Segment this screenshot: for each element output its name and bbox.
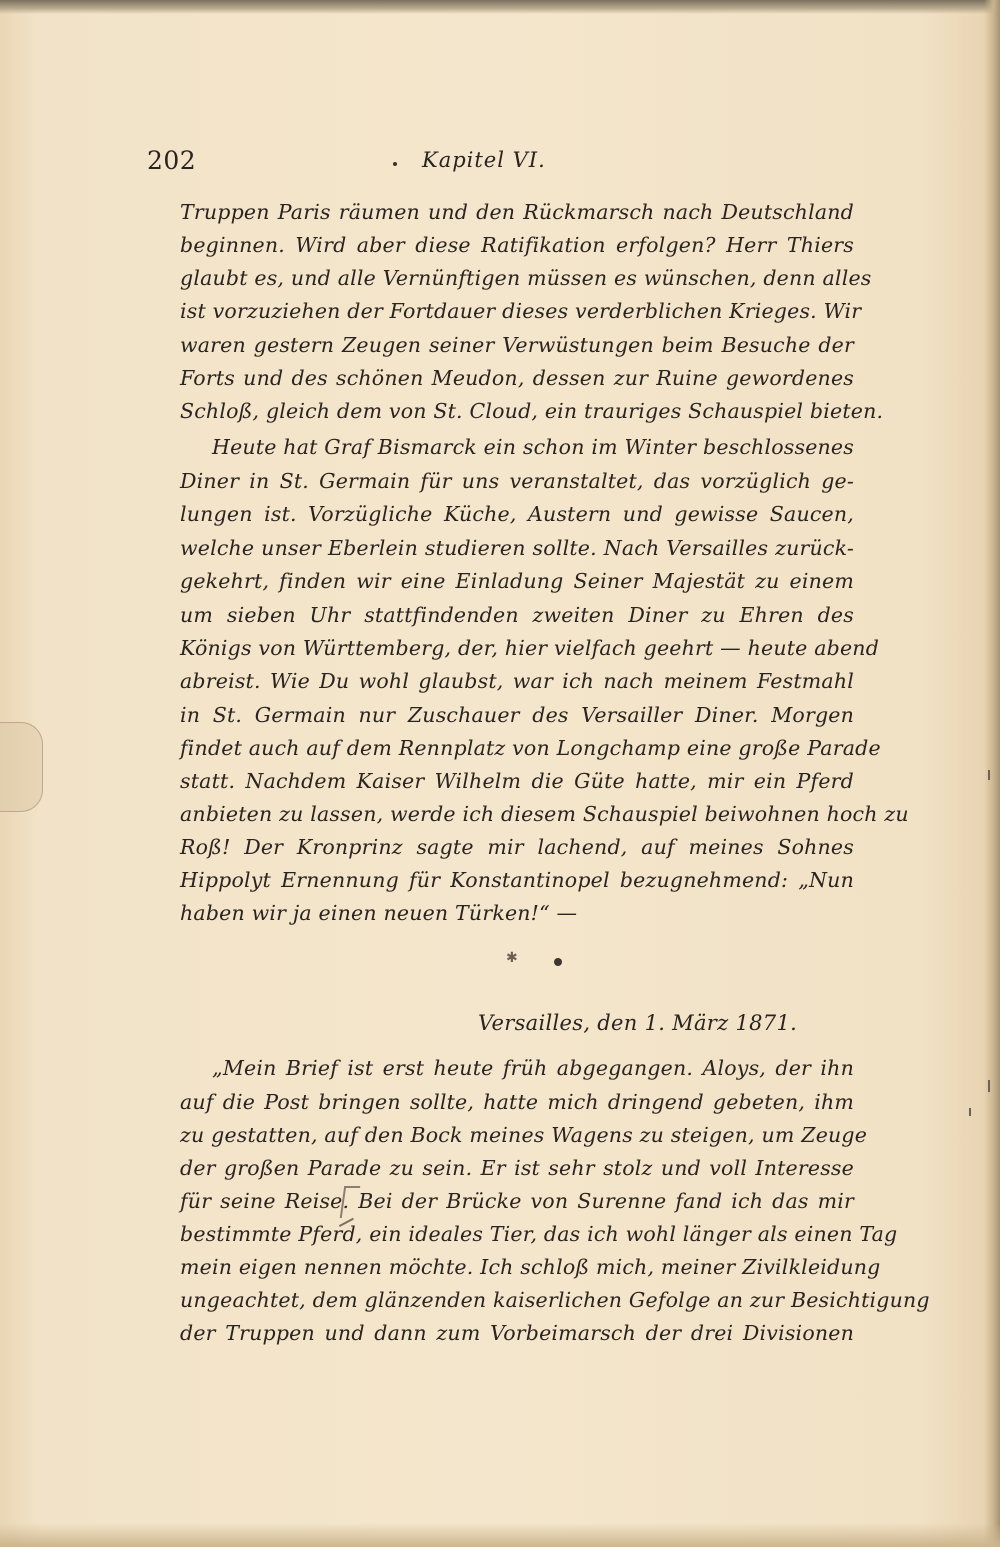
page-header bbox=[147, 146, 857, 186]
text-line: abreist. Wie Du wohl glaubst, war ich nach meinem Festmahl bbox=[180, 669, 854, 693]
binding-tab-mark bbox=[0, 722, 43, 812]
dot-icon bbox=[554, 958, 562, 966]
text-line: auf die Post bringen sollte, hatte mich dringend gebeten, ihm bbox=[180, 1090, 854, 1114]
text-line: in St. Germain nur Zuschauer des Versailler Diner. Morgen bbox=[180, 703, 854, 727]
text-line: beginnen. Wird aber diese Ratifikation erfolgen? Herr Thiers bbox=[180, 233, 854, 257]
text-line: Forts und des schönen Meudon, dessen zur Ruine gewordenes bbox=[180, 366, 854, 390]
running-head: Kapitel VI. bbox=[422, 148, 546, 172]
margin-tick bbox=[969, 1108, 971, 1116]
text-line: welche unser Eberlein studieren sollte. Nach Versailles zurück- bbox=[180, 536, 854, 560]
page-bottom-edge bbox=[0, 1523, 1000, 1547]
section-separator bbox=[506, 950, 566, 970]
text-line: Diner in St. Germain für uns veranstaltet, das vorzüglich ge- bbox=[180, 469, 854, 493]
text-line: waren gestern Zeugen seiner Verwüstungen beim Besuche der bbox=[180, 333, 854, 357]
asterisk-icon: ✱ bbox=[506, 950, 518, 966]
page-number: 202 bbox=[147, 146, 197, 175]
text-line: haben wir ja einen neuen Türken!“ — bbox=[180, 901, 578, 925]
text-line: gekehrt, finden wir eine Einladung Seiner Majestät zu einem bbox=[180, 569, 854, 593]
text-line: findet auch auf dem Rennplatz von Longchamp eine große Parade bbox=[180, 736, 881, 760]
text-line: Hippolyt Ernennung für Konstantinopel bezugnehmend: „Nun bbox=[180, 868, 854, 892]
text-line: ungeachtet, dem glänzenden kaiserlichen Gefolge an zur Besichtigung bbox=[180, 1288, 930, 1312]
margin-tick bbox=[988, 770, 990, 780]
text-line: zu gestatten, auf den Bock meines Wagens zu steigen, um Zeuge bbox=[180, 1123, 868, 1147]
letter-dateline: Versailles, den 1. März 1871. bbox=[478, 1011, 798, 1035]
text-line: lungen ist. Vorzügliche Küche, Austern und gewisse Saucen, bbox=[180, 502, 854, 526]
text-line: „Mein Brief ist erst heute früh abgegangen. Aloys, der ihn bbox=[212, 1056, 854, 1080]
text-line: für seine Reise. Bei der Brücke von Surenne fand ich das mir bbox=[180, 1189, 854, 1213]
text-line: statt. Nachdem Kaiser Wilhelm die Güte hatte, mir ein Pferd bbox=[180, 769, 854, 793]
text-line: der Truppen und dann zum Vorbeimarsch der drei Divisionen bbox=[180, 1321, 854, 1345]
text-line: Roß! Der Kronprinz sagte mir lachend, auf meines Sohnes bbox=[180, 835, 854, 859]
text-line: Königs von Württemberg, der, hier vielfach geehrt — heute abend bbox=[180, 636, 880, 660]
text-line: der großen Parade zu sein. Er ist sehr stolz und voll Interesse bbox=[180, 1156, 854, 1180]
margin-tick bbox=[988, 1080, 990, 1092]
text-line: anbieten zu lassen, werde ich diesem Schauspiel beiwohnen hoch zu bbox=[180, 802, 909, 826]
text-line: um sieben Uhr stattfindenden zweiten Diner zu Ehren des bbox=[180, 603, 854, 627]
page-top-edge bbox=[0, 0, 1000, 14]
text-line: Heute hat Graf Bismarck ein schon im Winter beschlossenes bbox=[212, 435, 854, 459]
text-line: bestimmte Pferd, ein ideales Tier, das ich wohl länger als einen Tag bbox=[180, 1222, 898, 1246]
text-line: glaubt es, und alle Vernünftigen müssen es wünschen, denn alles bbox=[180, 266, 872, 290]
page-right-edge bbox=[984, 0, 1000, 1547]
header-dot bbox=[393, 162, 397, 166]
text-line: Schloß, gleich dem von St. Cloud, ein trauriges Schauspiel bieten. bbox=[180, 399, 884, 423]
text-line: ist vorzuziehen der Fortdauer dieses verderblichen Krieges. Wir bbox=[180, 299, 862, 323]
text-line: mein eigen nennen möchte. Ich schloß mich, meiner Zivilkleidung bbox=[180, 1255, 881, 1279]
text-line: Truppen Paris räumen und den Rückmarsch nach Deutschland bbox=[180, 200, 854, 224]
